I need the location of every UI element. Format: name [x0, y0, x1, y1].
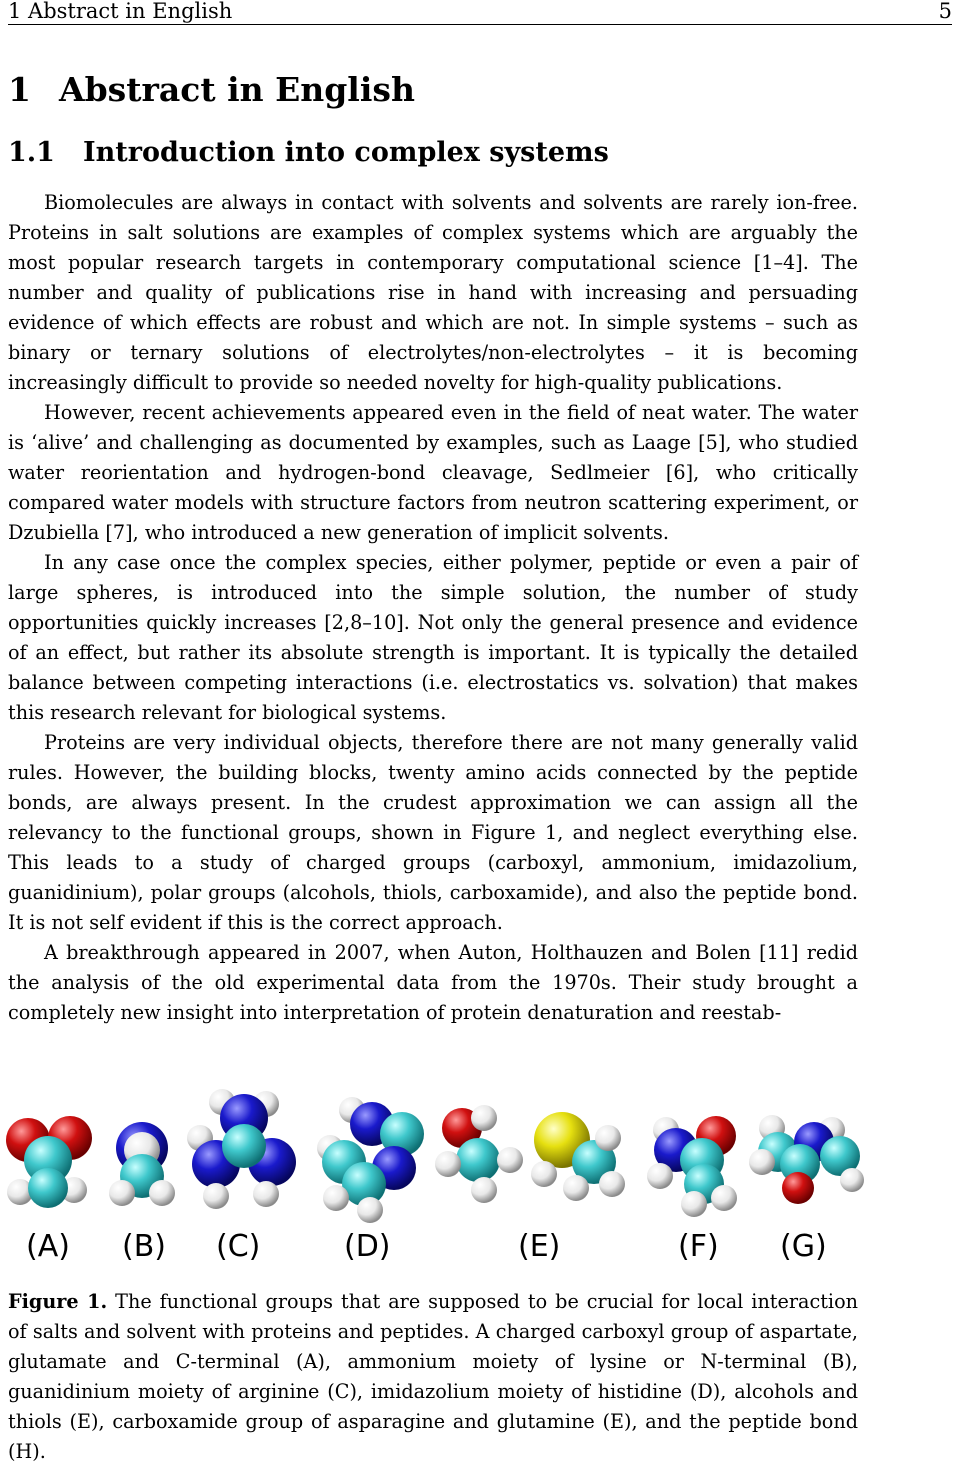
page-number: 5: [938, 0, 952, 23]
hydrogen-atom: [471, 1105, 497, 1131]
hydrogen-atom: [599, 1171, 625, 1197]
hydrogen-atom: [563, 1175, 589, 1201]
paragraph: Biomolecules are always in contact with solvents and solvents are rarely ion-free. Proteins in salt solutions are examples of complex systems which are arguably the most popular research targets in contemporary computational science [1–4]. The number and quality of publications rise in hand with increasing and persuading evidence of which effects are robust and which are not. In simple systems – such as binary or ternary solutions of electrolytes/non-electrolytes – it is becoming increasingly difficult to provide so needed novelty for high-quality publications.: [8, 191, 858, 394]
paragraph: In any case once the complex species, either polymer, peptide or even a pair of large spheres, is introduced into the simple solution, the number of study opportunities quickly increases [2,8–10]. Not only the general presence and evidence of an effect, but rather its absolute strength is important. It is typically the detailed balance between competing interactions (i.e. electrostatics vs. solvation) that makes this research relevant for biological systems.: [8, 551, 858, 724]
hydrogen-atom: [471, 1177, 497, 1203]
carbon-atom: [222, 1124, 266, 1168]
oxygen-atom: [782, 1172, 814, 1204]
hydrogen-atom: [681, 1191, 707, 1217]
panel-label-b: (B): [122, 1229, 166, 1264]
molecule-b-ammonium: [109, 1122, 175, 1206]
panel-label-f: (F): [678, 1229, 719, 1264]
paragraph: A breakthrough appeared in 2007, when Auton, Holthauzen and Bolen [11] redid the analysis of the old experimental data from the 1970s. Their study brought a completely new insight into interpretation of protein denaturation and reestab-: [8, 941, 858, 1024]
molecule-d-imidazolium: [317, 1097, 424, 1223]
hydrogen-atom: [595, 1125, 621, 1151]
figure-molecules: [0, 1088, 960, 1268]
hydrogen-atom: [203, 1183, 229, 1209]
subsection-number: 1.1: [8, 137, 55, 168]
hydrogen-atom: [253, 1181, 279, 1207]
body-text: [8, 188, 858, 1028]
panel-label-d: (D): [344, 1229, 391, 1264]
running-header: [8, 0, 952, 25]
molecule-c-guanidinium: [187, 1089, 296, 1209]
panel-label-c: (C): [216, 1229, 261, 1264]
molecule-e-thiol: [531, 1112, 625, 1201]
panel-label-a: (A): [26, 1229, 70, 1264]
panel-label-e: (E): [518, 1229, 561, 1264]
hydrogen-atom: [749, 1149, 775, 1175]
paragraph: However, recent achievements appeared even in the field of neat water. The water is ‘alive’ and challenging as documented by examples, such as Laage [5], who studied water reorientation and hydrogen-bond cleavage, Sedlmeier [6], who critically compared water models with structure factors from neutron scattering experiment, or Dzubiella [7], who introduced a new generation of implicit solvents.: [8, 401, 858, 544]
carbon-atom: [28, 1168, 68, 1208]
hydrogen-atom: [323, 1185, 349, 1211]
subsection-heading: [8, 136, 609, 170]
caption-label: Figure 1.: [8, 1290, 108, 1313]
subsection-title: Introduction into complex systems: [82, 137, 609, 168]
panel-label-g: (G): [780, 1229, 827, 1264]
hydrogen-atom: [149, 1180, 175, 1206]
hydrogen-atom: [497, 1147, 523, 1173]
hydrogen-atom: [647, 1163, 673, 1189]
carbon-atom: [456, 1138, 500, 1182]
hydrogen-atom: [711, 1185, 737, 1211]
section-title: Abstract in English: [58, 70, 415, 109]
figure-caption: [8, 1287, 858, 1467]
paragraph: Proteins are very individual objects, therefore there are not many generally valid rules. However, the building blocks, twenty amino acids connected by the peptide bonds, are always present. In the crudest approximation we can assign all the relevancy to the functional groups, shown in Figure 1, and neglect everything else. This leads to a study of charged groups (carboxyl, ammonium, imidazolium, guanidinium), polar groups (alcohols, thiols, carboxamide), and also the peptide bond. It is not self evident if this is the correct approach.: [8, 731, 858, 934]
hydrogen-atom: [435, 1151, 461, 1177]
hydrogen-atom: [357, 1197, 383, 1223]
running-title: 1 Abstract in English: [8, 0, 233, 23]
hydrogen-atom: [109, 1180, 135, 1206]
molecule-a-carboxyl: [6, 1116, 92, 1208]
molecule-f-carboxamide: [647, 1116, 737, 1217]
hydrogen-atom: [840, 1168, 864, 1192]
caption-text: The functional groups that are supposed to be crucial for local interaction of salts and solvent with proteins and peptides. A charged carboxyl group of aspartate, glutamate and C-terminal (A), ammonium moiety of lysine or N-terminal (B), guanidinium moiety of arginine (C), imidazolium moiety of histidine (D), alcohols and thiols (E), carboxamide group of asparagine and glutamine (E), and the peptide bond (H).: [8, 1290, 858, 1463]
hydrogen-atom: [531, 1161, 557, 1187]
molecule-g-peptide-bond: [749, 1115, 864, 1204]
section-heading: [8, 70, 415, 110]
molecule-e-alcohol: [435, 1105, 523, 1203]
section-number: 1: [8, 70, 31, 109]
